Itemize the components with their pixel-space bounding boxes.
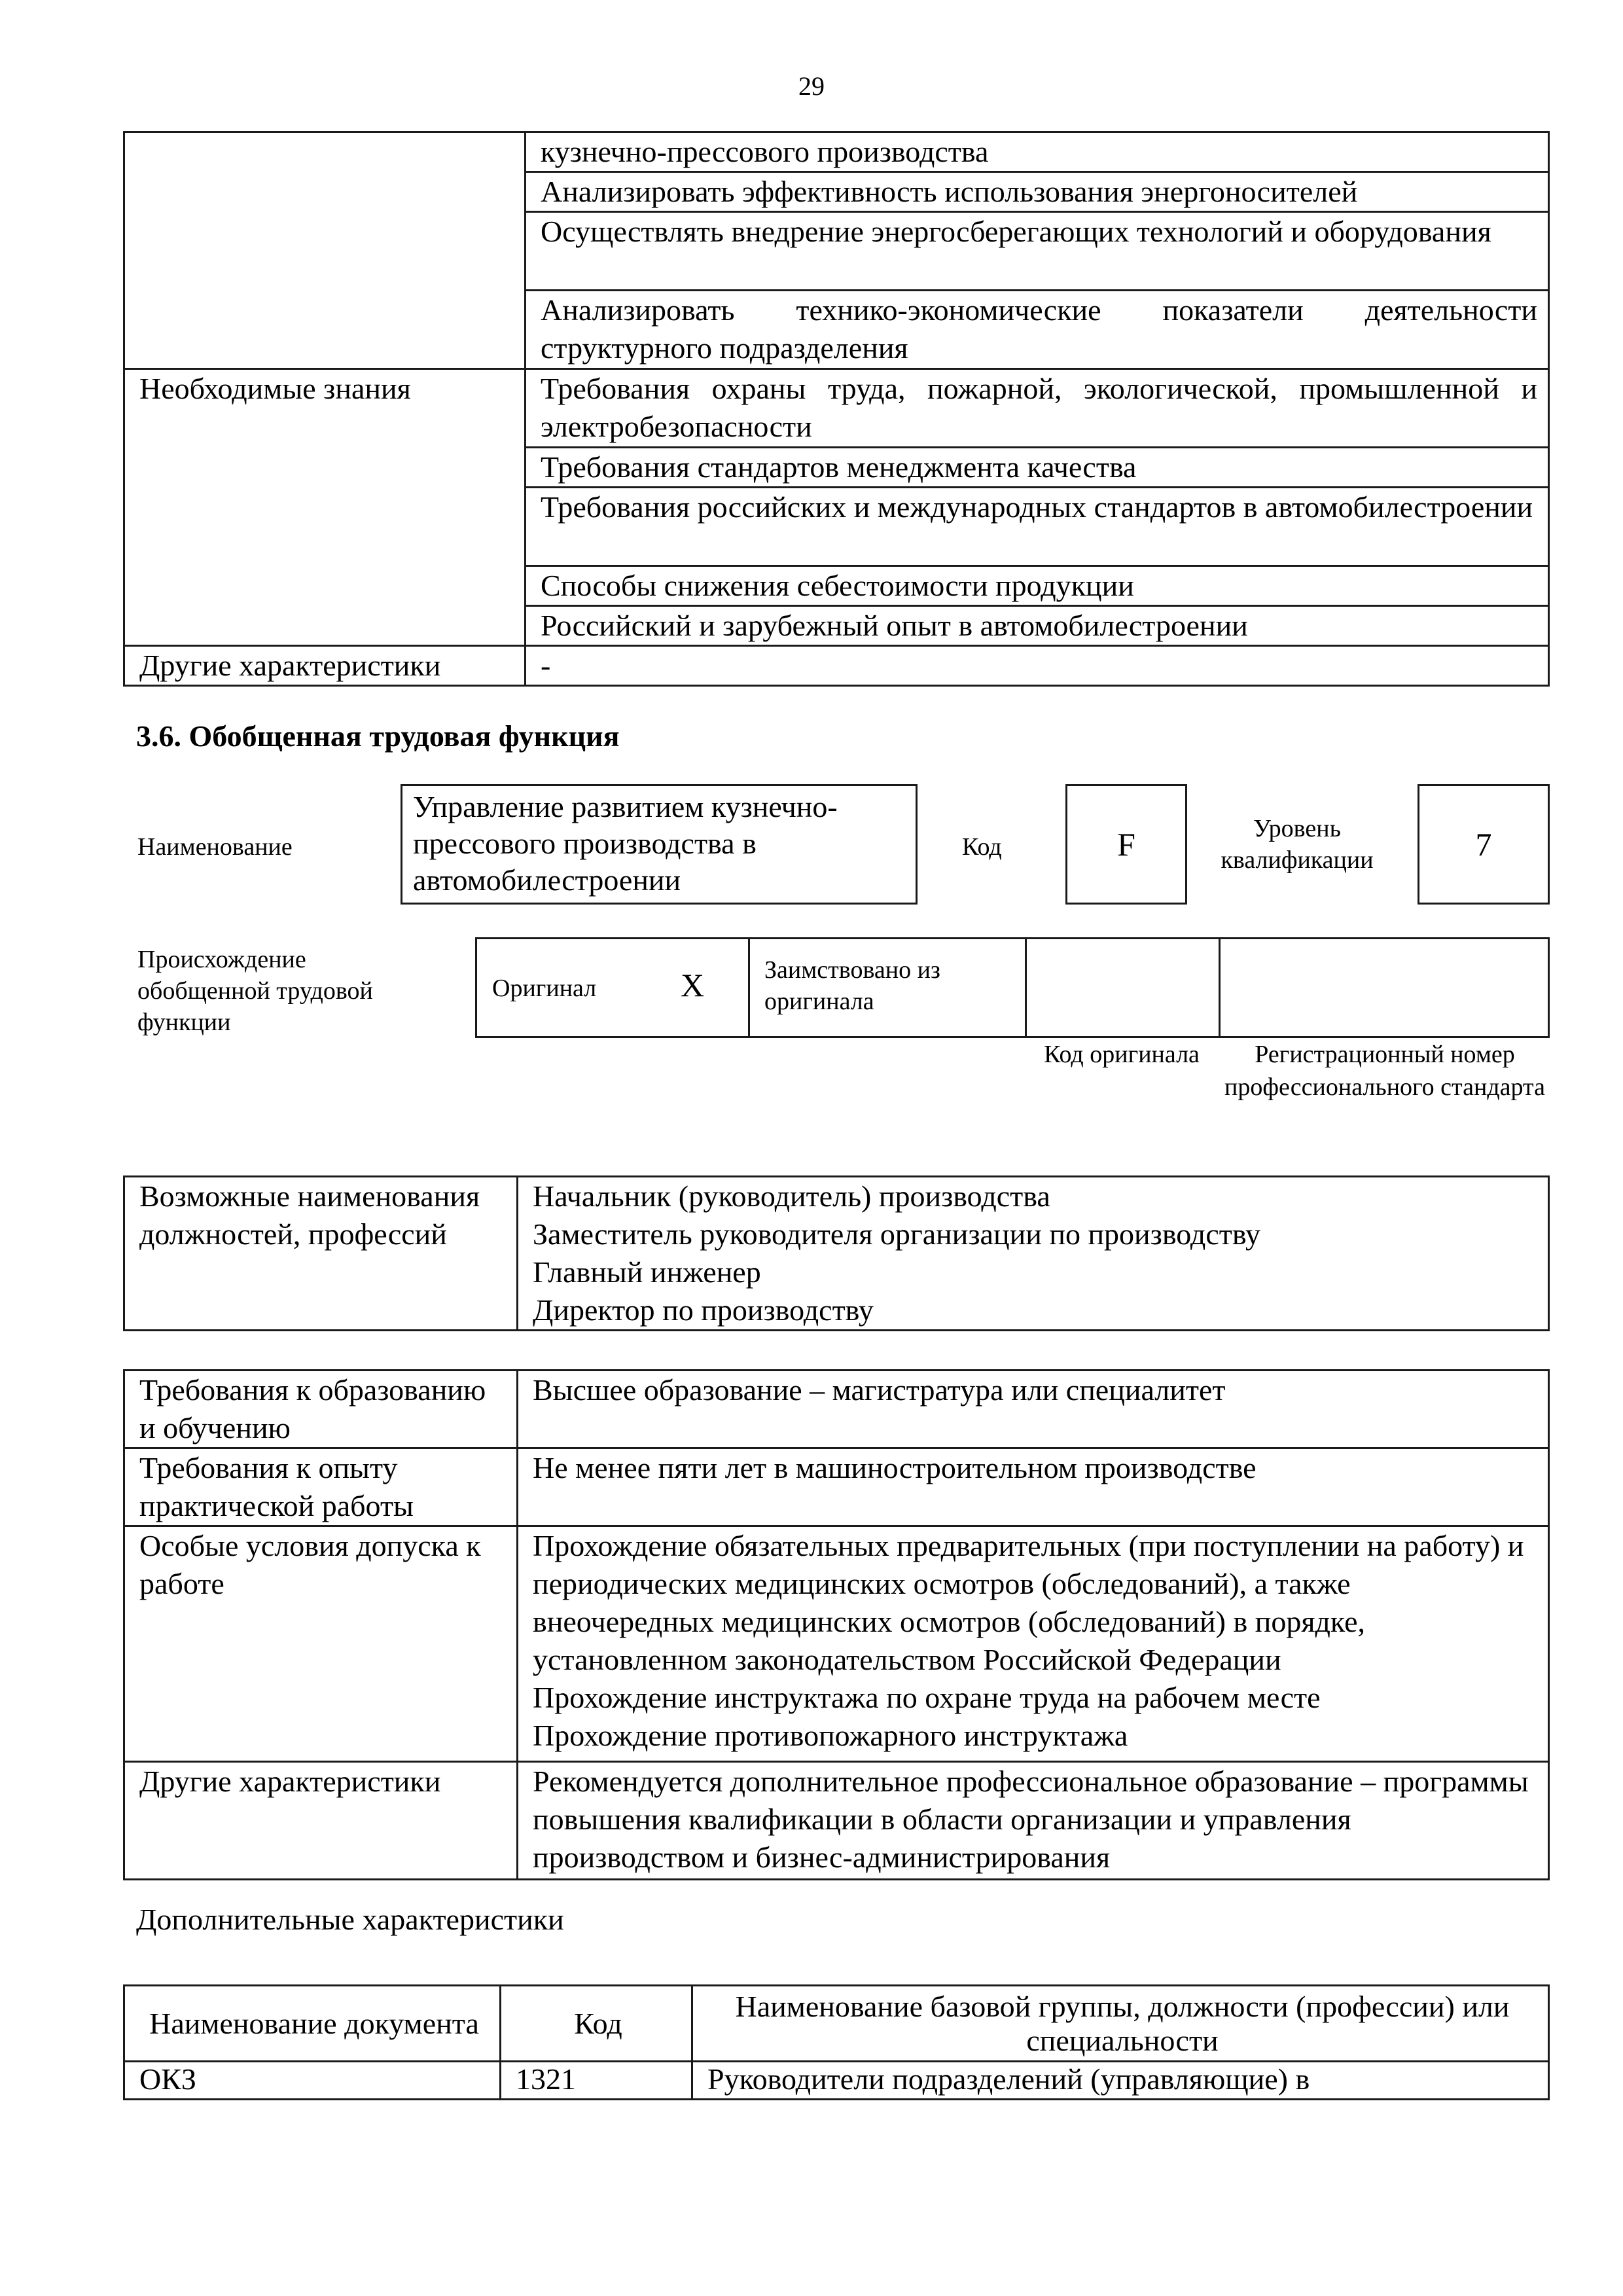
knowledge-row: Требования охраны труда, пожарной, экологической, промышленной и электробезопасности (526, 369, 1549, 448)
requirement-line: Не менее пяти лет в машиностроительном производстве (533, 1451, 1257, 1484)
table-cell: 1321 (501, 2062, 692, 2100)
table-cell: Руководители подразделений (управляющие) в (692, 2062, 1549, 2100)
skill-row: кузнечно-прессового производства (526, 132, 1549, 172)
code-original-caption: Код оригинала (1044, 1041, 1200, 1068)
requirements-table (123, 1369, 1550, 1880)
requirement-line: Высшее образование – магистратура или специалитет (533, 1373, 1226, 1407)
section-heading: 3.6. Обобщенная трудовая функция (136, 719, 620, 753)
requirement-label: Другие характеристики (124, 1762, 518, 1880)
skill-row: Осуществлять внедрение энергосберегающих технологий и оборудования (526, 212, 1549, 291)
skill-row: Анализировать эффективность использования энергоносителей (526, 172, 1549, 212)
position-item: Начальник (руководитель) производства (533, 1179, 1050, 1213)
header-cell: Наименование документа (124, 1986, 501, 2062)
origin-divider (1219, 937, 1221, 1038)
skills-knowledge-table (123, 131, 1550, 687)
borrowed-label: Заимствовано из оригинала (764, 956, 940, 1015)
origin-divider (1025, 937, 1027, 1038)
header-cell: Наименование базовой группы, должности (профессии) или специальности (692, 1986, 1549, 2062)
requirement-value (518, 1526, 1549, 1762)
origin-label: Происхождение обобщенной трудовой функции (137, 946, 373, 1036)
knowledge-row: Российский и зарубежный опыт в автомобилестроении (526, 606, 1549, 646)
level-label: Уровень квалификации (1221, 815, 1374, 874)
header-cell: Код (501, 1986, 692, 2062)
position-item: Главный инженер (533, 1255, 761, 1289)
requirement-line: Прохождение инструктажа по охране труда на рабочем месте (533, 1681, 1321, 1714)
additional-table (123, 1984, 1550, 2100)
name-value-box: Управление развитием кузнечно-прессового производства в автомобилестроении (401, 784, 918, 905)
skill-row: Анализировать технико-экономические показатели деятельности структурного подразделения (526, 291, 1549, 369)
empty-label-cell (124, 132, 526, 369)
positions-label: Возможные наименования должностей, профессий (124, 1177, 518, 1331)
knowledge-row: Способы снижения себестоимости продукции (526, 566, 1549, 606)
other-label: Другие характеристики (124, 646, 526, 686)
requirement-label: Требования к опыту практической работы (124, 1448, 518, 1526)
knowledge-label: Необходимые знания (124, 369, 526, 646)
original-mark: X (681, 967, 705, 1003)
position-item: Директор по производству (533, 1293, 874, 1327)
original-label: Оригинал (492, 975, 597, 1002)
positions-list (518, 1177, 1549, 1331)
other-value: - (526, 646, 1549, 686)
requirement-value (518, 1448, 1549, 1526)
table-cell: ОКЗ (124, 2062, 501, 2100)
code-label: Код (962, 833, 1002, 861)
page-number: 29 (798, 71, 825, 101)
knowledge-row: Требования российских и международных стандартов в автомобилестроении (526, 488, 1549, 566)
positions-table (123, 1175, 1550, 1331)
additional-heading: Дополнительные характеристики (136, 1903, 564, 1936)
level-value-box: 7 (1418, 784, 1550, 905)
name-label: Наименование (137, 833, 293, 861)
requirement-label: Особые условия допуска к работе (124, 1526, 518, 1762)
requirement-line: Прохождение противопожарного инструктажа (533, 1719, 1128, 1752)
position-item: Заместитель руководителя организации по производству (533, 1217, 1260, 1251)
requirement-line: Рекомендуется дополнительное профессиональное образование – программы повышения квалификации в области организации и управления производством и бизнес-администрирования (533, 1765, 1529, 1874)
knowledge-row: Требования стандартов менеджмента качества (526, 448, 1549, 488)
requirement-value (518, 1371, 1549, 1448)
requirement-value (518, 1762, 1549, 1880)
reg-number-caption: Регистрационный номер профессионального стандарта (1224, 1041, 1545, 1101)
requirement-line: Прохождение обязательных предварительных (при поступлении на работу) и периодических медицинских осмотров (обследований), а также внеочередных медицинских осмотров (обследований) в порядке, установленном законодательством Российской Федерации (533, 1529, 1524, 1676)
requirement-label: Требования к образованию и обучению (124, 1371, 518, 1448)
code-value-box: F (1065, 784, 1187, 905)
origin-divider (748, 937, 750, 1038)
